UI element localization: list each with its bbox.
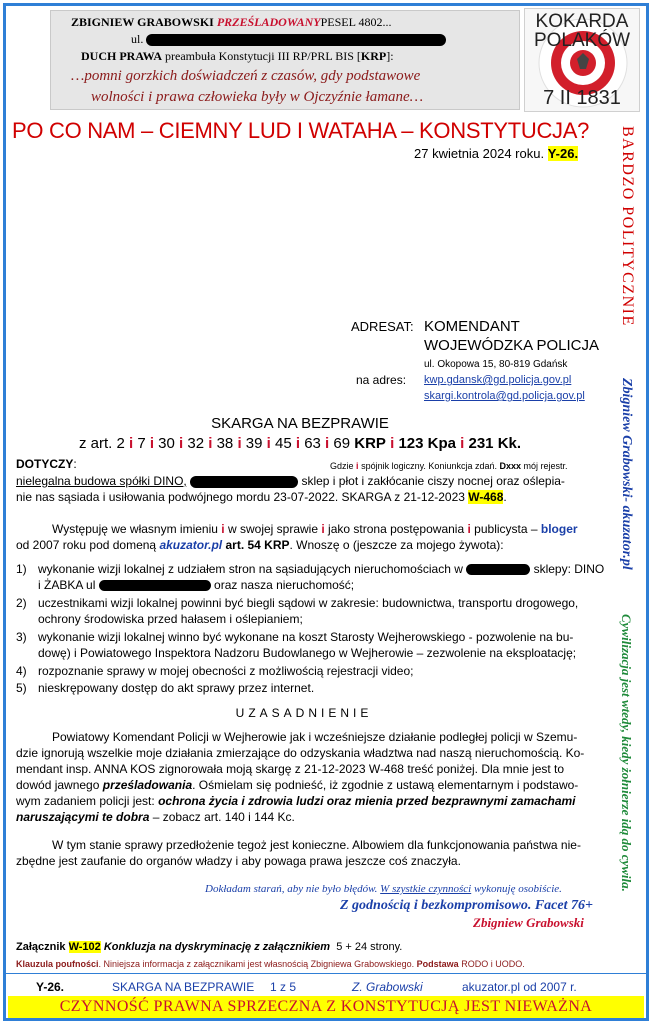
kokarda-date: 7 II 1831: [543, 87, 621, 109]
request-1-line-2: [38, 578, 354, 592]
article: 32: [187, 435, 205, 452]
request-num-5: 5): [16, 681, 27, 695]
attachment-code: W-102: [68, 941, 101, 953]
header-line-3: [81, 49, 394, 64]
art-54: art. 54 KRP: [225, 538, 290, 552]
side-motto: Cywilizacja jest wtedy, kiedy żołnierze idą do cywila.: [619, 614, 634, 892]
justification-4a: dowód jawnego: [16, 778, 100, 792]
justification-line-6: [16, 810, 295, 824]
police-duty: ochrona życia i zdrowia ludzi oraz mienia przed bezprawnymi zamachami: [158, 794, 576, 808]
kk: 231 Kk.: [468, 435, 522, 452]
request-3-line-2: dowę) i Powiatowego Inspektora Nadzoru Budowlanego w Wejherowie – zezwolenie na eksploatację;: [38, 646, 577, 660]
clause-podstawa: Podstawa: [416, 959, 459, 969]
justification-6b: – zobacz art. 140 i 144 Kc.: [152, 810, 295, 824]
justification-5a: wym zadaniem policji jest:: [16, 794, 155, 808]
redacted-location: [190, 476, 298, 488]
conj: i: [325, 435, 330, 452]
request-4-line-1: rozpoznanie sprawy w mojej obecności z możliwością rejestracji video;: [38, 664, 414, 678]
date-text: 27 kwietnia 2024 roku.: [414, 146, 545, 161]
police-duty-end: naruszającymi te dobra: [16, 810, 150, 824]
conj: i: [221, 522, 225, 536]
request-1-end: sklepy: DINO: [533, 562, 605, 576]
clause-label: Klauzula poufności: [16, 959, 99, 969]
dotyczy-label: DOTYCZY: [16, 457, 74, 471]
conj: i: [460, 435, 465, 452]
addressee-name-2: WOJEWÓDZKA POLICJA: [424, 337, 600, 354]
page-title: PO CO NAM – CIEMNY LUD I WATAHA – KONSTYTUCJA?: [12, 118, 590, 143]
intro-end: . Wnoszę o (jeszcze za mojego żywota):: [289, 538, 504, 552]
justification-line-4: [16, 778, 578, 792]
uzasadnienie-title: UZASADNIENIE: [235, 706, 373, 720]
request-num-2: 2): [16, 596, 27, 610]
signature: Zbigniew Grabowski: [473, 915, 584, 930]
footer-author: Z. Grabowski: [352, 980, 423, 994]
kokarda-line-2: POLAKÓW: [533, 30, 631, 51]
request-1-zabka: i ŻABKA ul: [38, 578, 96, 592]
date-line: [414, 147, 578, 161]
intro-line-2: [16, 538, 504, 552]
closing-1c: wykonuję osobiście.: [473, 883, 562, 895]
preamble-end: ]:: [386, 49, 394, 63]
conj: i: [266, 435, 271, 452]
conj: i: [149, 435, 154, 452]
kokarda-line-1: KOKARDA: [535, 11, 629, 32]
preamble-quote-1: …pomni gorzkich doświadczeń z czasów, gdy podstawowe: [71, 68, 421, 84]
email-link-1[interactable]: kwp.gdansk@gd.policja.gov.pl: [424, 374, 572, 386]
intro-line-1: [52, 522, 578, 536]
intro-b: w swojej sprawie: [227, 522, 319, 536]
justification-p2-line-1: W tym stanie sprawy przedłożenie tegoż jest konieczne. Albowiem dla funkcjonowania państwa nie-: [52, 838, 581, 852]
footer-page: 1 z 5: [270, 980, 297, 994]
intro-c: jako strona postępowania: [328, 522, 465, 536]
attachment-line: [16, 940, 402, 954]
intro-a: Występuję we własnym imieniu: [52, 522, 218, 536]
article: 63: [304, 435, 321, 452]
dotyczy-text-1b: sklep i płot i zakłócanie ciszy nocnej oraz oślepia-: [301, 474, 565, 488]
request-num-1: 1): [16, 562, 27, 576]
duch-prawa: DUCH PRAWA: [81, 49, 162, 63]
attachment-text: Konkluzja na dyskryminację z załącznikiem: [103, 941, 331, 953]
conj: i: [179, 435, 184, 452]
article: 69: [333, 435, 351, 452]
header-line-1: [71, 15, 392, 30]
request-num-4: 4): [16, 664, 27, 678]
note-rest: spójnik logiczny. Koniunkcja zdań.: [361, 461, 497, 471]
justification-line-3: mendant insp. ANNA KOS zignorowała moją skargę z 21-12-2023 W-468 treść poniżej. Dla mnie jest to: [16, 762, 565, 776]
dotyczy-line: [16, 457, 77, 471]
dotyczy-text-2: [16, 490, 507, 504]
request-1-text: wykonanie wizji lokalnej z udziałem stron na sąsiadujących nieruchomościach w: [38, 562, 463, 576]
attachment-pages: 5 + 24 strony.: [336, 941, 403, 953]
pesel: PESEL 4802...: [320, 15, 392, 29]
preamble-ref: preambuła Konstytucji III RP/PRL BIS [: [165, 49, 361, 63]
side-bardzo: BARDZO POLITYCZNIE: [619, 126, 636, 327]
justification-4c: . Ośmielam się podnieść, iż zgodnie z ustawą elementarnym i podstawo-: [192, 778, 579, 792]
article: 39: [245, 435, 263, 452]
justification-line-5: [16, 794, 576, 808]
persecuted-label: PRZEŚLADOWANY: [216, 15, 321, 29]
dino-text: nielegalna budowa spółki DINO,: [16, 474, 187, 488]
dotyczy-colon: :: [73, 457, 77, 471]
side-column: [608, 122, 638, 962]
dotyczy-note: [330, 459, 568, 473]
request-1-line-1: [38, 562, 604, 576]
conj: i: [390, 435, 395, 452]
footer-banner: CZYNNOŚĆ PRAWNA SPRZECZNA Z KONSTYTUCJĄ JEST NIEWAŻNA: [8, 996, 644, 1018]
closing-line-1: [205, 882, 562, 896]
note-i: i: [356, 461, 359, 471]
articles-prefix: z art. 2: [78, 435, 125, 452]
note-text: Gdzie: [330, 461, 354, 471]
side-author: Zbigniew Grabowski- akuzator.pl: [619, 378, 634, 570]
domain-link[interactable]: akuzator.pl: [159, 538, 223, 552]
closing-1b: W szystkie czynności: [380, 883, 472, 895]
request-5-line-1: nieskrępowany dostęp do akt sprawy przez internet.: [38, 681, 315, 695]
krp-abbr: KRP: [360, 49, 387, 63]
clause-line: [16, 957, 525, 971]
closing-1a: Dokładam starań, aby nie było błędów.: [205, 883, 378, 895]
author-name: ZBIGNIEW GRABOWSKI: [71, 15, 214, 29]
conj: i: [237, 435, 242, 452]
kpa: 123 Kpa: [398, 435, 456, 452]
conj: i: [467, 522, 471, 536]
conj: i: [128, 435, 134, 452]
justification-p2-line-2: zbędne jest zaufanie do organów władzy i aby powaga prawa jeszcze coś znaczyła.: [16, 854, 461, 868]
header-box: [50, 10, 520, 110]
note-end: mój rejestr.: [523, 461, 568, 471]
conj: i: [208, 435, 213, 452]
dotyczy-text-2a: nie nas sąsiada i usiłowania podwójnego mordu 23-07-2022. SKARGA z 21-12-2023: [16, 490, 465, 504]
dotyczy-end: .: [503, 490, 507, 504]
conj: i: [321, 522, 325, 536]
complaint-code: W-468: [468, 490, 504, 504]
redacted-location: [466, 564, 530, 575]
footer-site: akuzator.pl od 2007 r.: [462, 980, 577, 994]
header-line-2: [131, 32, 446, 47]
doc-code: Y-26.: [547, 146, 579, 161]
request-1-tail: oraz nasza nieruchomość;: [214, 578, 355, 592]
footer-code: [36, 980, 64, 994]
bloger-label: bloger: [540, 522, 578, 536]
request-2-line-1: uczestnikami wizji lokalnej powinni być biegli sądowi w zakresie: budownictwa, transportu drogowego,: [38, 596, 579, 610]
request-3-line-1: wykonanie wizji lokalnej winno być wykonane na koszt Starosty Wejherowskiego - pozwolenie na bu-: [38, 630, 574, 644]
note-dxxx: Dxxx: [499, 461, 522, 471]
redacted-address: [146, 34, 446, 46]
email-link-2[interactable]: skargi.kontrola@gd.policja.gov.pl: [424, 390, 585, 402]
persecution-word: prześladowania: [102, 778, 193, 792]
addressee-street: ul. Okopowa 15, 80-819 Gdańsk: [424, 359, 568, 370]
na-adres-label: na adres:: [356, 373, 407, 387]
redacted-street: [99, 580, 211, 591]
kokarda-emblem: [524, 8, 640, 112]
justification-line-2: dzie ignorują wszelkie moje działania zmierzające do odzyskania władztwa nad naszą nieruchomością. Ko-: [16, 746, 585, 760]
request-2-line-2: ochrony środowiska przed hałasem i oślepianiem;: [38, 612, 303, 626]
article: 38: [216, 435, 234, 452]
footer-divider: [6, 973, 646, 974]
intro-domain-prefix: od 2007 roku pod domeną: [16, 538, 157, 552]
footer-code-text: Y-26.: [36, 980, 65, 994]
addressee-name-1: KOMENDANT: [424, 318, 520, 335]
conj: i: [295, 435, 301, 452]
complaint-title: SKARGA NA BEZPRAWIE: [211, 415, 389, 432]
article: 45: [274, 435, 292, 452]
intro-d: publicysta –: [474, 522, 538, 536]
closing-line-2: Z godnością i bezkompromisowo. Facet 76+: [340, 898, 593, 913]
complaint-articles: [0, 435, 600, 453]
clause-rodo: RODO i UODO.: [461, 959, 525, 969]
justification-line-1: Powiatowy Komendant Policji w Wejherowie jak i wcześniejsze działanie podległej policji w Szemu-: [52, 730, 578, 744]
article: 30: [158, 435, 175, 452]
article: 7: [137, 435, 146, 452]
dotyczy-text-1: [16, 474, 565, 488]
attachment-label: Załącznik: [16, 941, 66, 953]
preamble-quote-2: wolności i prawa człowieka były w Ojczyźnie łamane…: [91, 89, 424, 105]
footer-title: SKARGA NA BEZPRAWIE: [112, 980, 255, 994]
request-num-3: 3): [16, 630, 27, 644]
clause-text: . Niniejsza informacja z załącznikami jest własnością Zbigniewa Grabowskiego.: [98, 959, 415, 969]
krp: KRP: [354, 435, 386, 452]
street-label: ul.: [131, 32, 144, 46]
address-label: ADRESAT:: [351, 319, 414, 334]
